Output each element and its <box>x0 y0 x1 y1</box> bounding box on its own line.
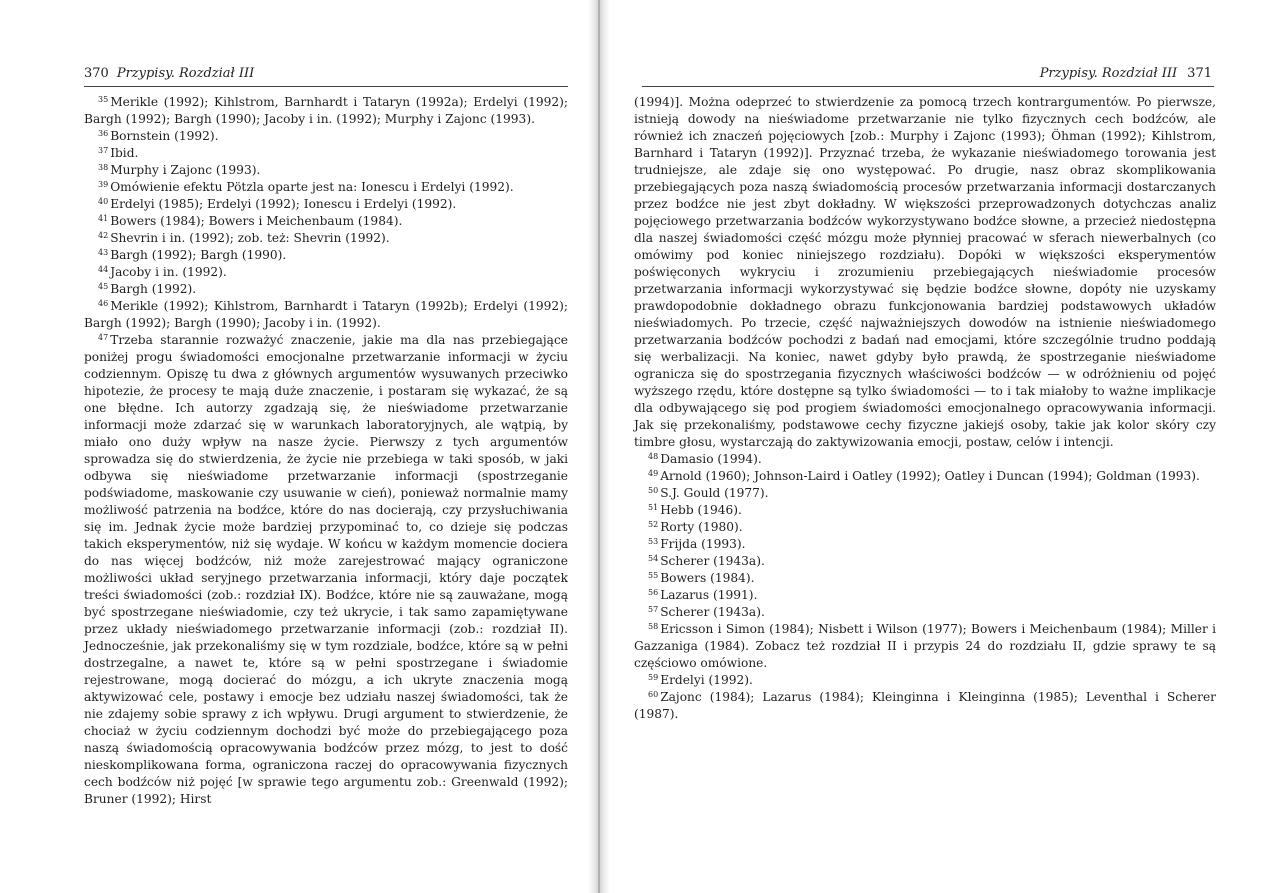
right-page-number: 371 <box>1187 66 1212 81</box>
left-header-rule <box>84 86 568 87</box>
footnote-number: 38 <box>98 163 109 172</box>
footnote-number: 40 <box>98 197 109 206</box>
right-page <box>608 0 1266 893</box>
footnote-text: Scherer (1943a). <box>660 554 765 568</box>
footnote-number: 43 <box>98 248 109 257</box>
footnote-number: 50 <box>648 486 659 495</box>
footnote-text: S.J. Gould (1977). <box>660 486 769 500</box>
right-header-rule <box>642 86 1214 87</box>
footnote <box>84 145 568 162</box>
footnote-number: 41 <box>98 214 109 223</box>
footnote-number: 42 <box>98 231 109 240</box>
left-running-title: Przypisy. Rozdział III <box>116 66 255 81</box>
footnote-text: Bowers (1984); Bowers i Meichenbaum (1984). <box>110 214 403 228</box>
footnote-number: 49 <box>648 469 659 478</box>
footnote <box>84 332 568 808</box>
footnote-text: Hebb (1946). <box>660 503 742 517</box>
footnote-text: Ericsson i Simon (1984); Nisbett i Wilson (1977); Bowers i Meichenbaum (1984); Miller i Gazzaniga (1984). Zobacz też rozdział II i przypis 24 do rozdziału II, gdzie sprawy te są częściowo omówione. <box>634 622 1216 670</box>
footnote <box>84 264 568 281</box>
footnote <box>634 553 1216 570</box>
left-page <box>0 0 596 893</box>
footnote-number: 58 <box>648 622 659 631</box>
footnote-number: 35 <box>98 95 109 104</box>
footnote-number: 56 <box>648 588 659 597</box>
footnote <box>634 621 1216 672</box>
footnote-number: 60 <box>648 690 659 699</box>
footnote-text: Zajonc (1984); Lazarus (1984); Kleinginna i Kleinginna (1985); Leventhal i Scherer (1987). <box>634 690 1216 721</box>
footnote <box>84 213 568 230</box>
footnote-number: 52 <box>648 520 659 529</box>
footnote <box>634 672 1216 689</box>
footnote-number: 55 <box>648 571 659 580</box>
footnote <box>84 247 568 264</box>
footnote <box>84 94 568 128</box>
footnote-text: Arnold (1960); Johnson-Laird i Oatley (1992); Oatley i Duncan (1994); Goldman (1993). <box>660 469 1200 483</box>
footnote-text: Bargh (1992). <box>110 282 197 296</box>
footnote <box>84 162 568 179</box>
footnote-number: 53 <box>648 537 659 546</box>
footnote <box>634 468 1216 485</box>
footnote <box>84 281 568 298</box>
footnote-number: 39 <box>98 180 109 189</box>
footnote-text: Trzeba starannie rozważyć znaczenie, jakie ma dla nas przebiegające poniżej progu świadomości emocjonalne przetwarzanie informacji w życiu codziennym. Opiszę tu dwa z głównych argumentów wysuwanych przeciwko hipotezie, że procesy te mają duże znaczenie, i postaram się wykazać, że są one błędne. Ich autorzy zgadzają się, że nieświadome przetwarzanie informacji może zdarzać się w warunkach laboratoryjnych, ale wątpią, by miało ono duży wpływ na nasze życie. Pierwszy z tych argumentów sprowadza się do stwierdzenia, że życie nie przebiega w taki sposób, w jaki odbywa się nieświadome przetwarzanie informacji (spostrzeganie podświadome, maskowanie czy usuwanie w cień), ponieważ normalnie mamy możliwość patrzenia na bodźce, które do nas docierają, czy przysłuchiwania się im. Jednak życie może bardziej przypominać to, co dzieje się podczas takich eksperymentów, niż się wydaje. W końcu w każdym momencie dociera do nas więcej bodźców, niż może zarejestrować mający ograniczone możliwości układ seryjnego przetwarzania informacji, który daje początek treści świadomości (zob.: rozdział IX). Bodźce, które nie są zauważane, mogą być spostrzegane nieświadomie, czy też ukrycie, i tak samo zapamiętywane przez układy nieświadomego przetwarzanie informacji (zob.: rozdział II). Jednocześnie, jak przekonaliśmy się w tym rozdziale, bodźce, które są w pełni dostrzegalne, a nawet te, które są w pełni spostrzegane i świadomie rejestrowane, mogą docierać do mózgu, a ich ukryte znaczenia mogą aktywizować cele, postawy i emocje bez udziału naszej świadomości, tak że nie zdajemy sobie sprawy z ich wpływu. Drugi argument to stwierdzenie, że chociaż w życiu codziennym dochodzi być może do przebiegającego poza naszą świadomością opracowywania bodźców przez mózg, to jest to dość nieskomplikowana forma, ograniczona raczej do opracowywania fizycznych cech bodźców niż pojęć [w sprawie tego argumentu zob.: Greenwald (1992); Bruner (1992); Hirst <box>84 333 568 806</box>
footnote <box>634 604 1216 621</box>
footnote-text: Murphy i Zajonc (1993). <box>110 163 261 177</box>
footnote-number: 45 <box>98 282 109 291</box>
footnote <box>84 230 568 247</box>
footnote <box>634 502 1216 519</box>
footnote-continuation: (1994)]. Można odeprzeć to stwierdzenie za pomocą trzech kontrargumentów. Po pierwsze, istnieją dowody na nieświadome przetwarzanie nie tylko fizycznych cech bodźców, ale również ich znaczeń pojęciowych [zob.: Murphy i Zajonc (1993); Öhman (1992); Kihlstrom, Barnhard i Tataryn (1992)]. Przyznać trzeba, że wykazanie nieświadomego torowania jest trudniejsze, ale zdaje się ono występować. Po drugie, nasz obraz skomplikowania przebiegających poza naszą świadomością procesów przetwarzania informacji dostarczanych przez bodźce nie jest zbyt dokładny. W większości przeprowadzonych dotychczas analiz pojęciowego przetwarzania bodźców wykorzystywano bodźce słowne, a przecież niedostępna dla naszej świadomości część mózgu może płynniej pracować w sferach niewerbalnych (co omówimy pod koniec niniejszego rozdziału). Dopóki w większości eksperymentów poświęconych wykryciu i zrozumieniu przebiegających nieświadomie procesów przetwarzania informacji wykorzystywać się będzie bodźce słowne, dopóty nie uzyskamy prawdopodobnie dokładnego obrazu funkcjonowania bardziej podstawowych układów nieświadomych. Po trzecie, część najważniejszych dowodów na istnienie nieświadomego przetwarzania bodźców pochodzi z badań nad emocjami, które szczególnie trudno poddają się werbalizacji. Na koniec, nawet gdyby było prawdą, że spostrzeganie nieświadome ogranicza się do spostrzegania fizycznych właściwości bodźców — w odróżnieniu od pojęć wyższego rzędu, które dostępne są tylko świadomości — to i tak miałoby to ważne implikacje dla odbywającego się pod progiem świadomości emocjonalnego opracowywania informacji. Jak się przekonaliśmy, podstawowe cechy fizyczne jakiejś osoby, takie jak kolor skóry czy timbre głosu, wystarczają do zaktywizowania emocji, postaw, celów i intencji. <box>634 95 1216 449</box>
footnote-text: Lazarus (1991). <box>660 588 758 602</box>
footnote-text: Bornstein (1992). <box>110 129 219 143</box>
right-running-title: Przypisy. Rozdział III <box>1039 66 1178 81</box>
footnote-number: 51 <box>648 503 659 512</box>
footnote-text: Shevrin i in. (1992); zob. też: Shevrin (1992). <box>110 231 390 245</box>
footnote <box>634 570 1216 587</box>
footnote-number: 36 <box>98 129 109 138</box>
footnote-text: Rorty (1980). <box>660 520 743 534</box>
left-page-number: 370 <box>84 66 109 81</box>
footnote <box>634 519 1216 536</box>
footnote <box>634 587 1216 604</box>
footnote-number: 44 <box>98 265 109 274</box>
footnote <box>634 689 1216 723</box>
footnote-text: Damasio (1994). <box>660 452 762 466</box>
footnote-number: 37 <box>98 146 109 155</box>
footnote-text: Erdelyi (1992). <box>660 673 753 687</box>
spine-shadow <box>598 0 600 893</box>
footnote-text: Erdelyi (1985); Erdelyi (1992); Ionescu i Erdelyi (1992). <box>110 197 457 211</box>
footnote <box>84 196 568 213</box>
footnote-text: Jacoby i in. (1992). <box>110 265 227 279</box>
footnote-text: Omówienie efektu Pötzla oparte jest na: Ionescu i Erdelyi (1992). <box>110 180 514 194</box>
left-notes-column <box>84 94 568 808</box>
footnote-text: Scherer (1943a). <box>660 605 765 619</box>
footnote <box>634 485 1216 502</box>
footnote-text: Merikle (1992); Kihlstrom, Barnhardt i Tataryn (1992a); Erdelyi (1992); Bargh (1992); Bargh (1990); Jacoby i in. (1992); Murphy i Zajonc (1993). <box>84 95 568 126</box>
footnote-number: 59 <box>648 673 659 682</box>
footnote-text: Bowers (1984). <box>660 571 755 585</box>
footnote-text: Frijda (1993). <box>660 537 746 551</box>
footnote <box>634 451 1216 468</box>
footnote-number: 57 <box>648 605 659 614</box>
right-notes-column <box>634 94 1216 723</box>
footnote-number: 46 <box>98 299 109 308</box>
left-running-header <box>84 66 254 81</box>
footnote <box>84 128 568 145</box>
footnote-number: 54 <box>648 554 659 563</box>
footnote <box>84 298 568 332</box>
footnote-text: Bargh (1992); Bargh (1990). <box>110 248 287 262</box>
footnote <box>84 179 568 196</box>
footnote <box>634 536 1216 553</box>
footnote-number: 47 <box>98 333 109 342</box>
footnote-text: Merikle (1992); Kihlstrom, Barnhardt i Tataryn (1992b); Erdelyi (1992); Bargh (1992); Bargh (1990); Jacoby i in. (1992). <box>84 299 568 330</box>
right-running-header <box>1040 66 1212 81</box>
footnote-number: 48 <box>648 452 659 461</box>
footnote-text: Ibid. <box>110 146 139 160</box>
